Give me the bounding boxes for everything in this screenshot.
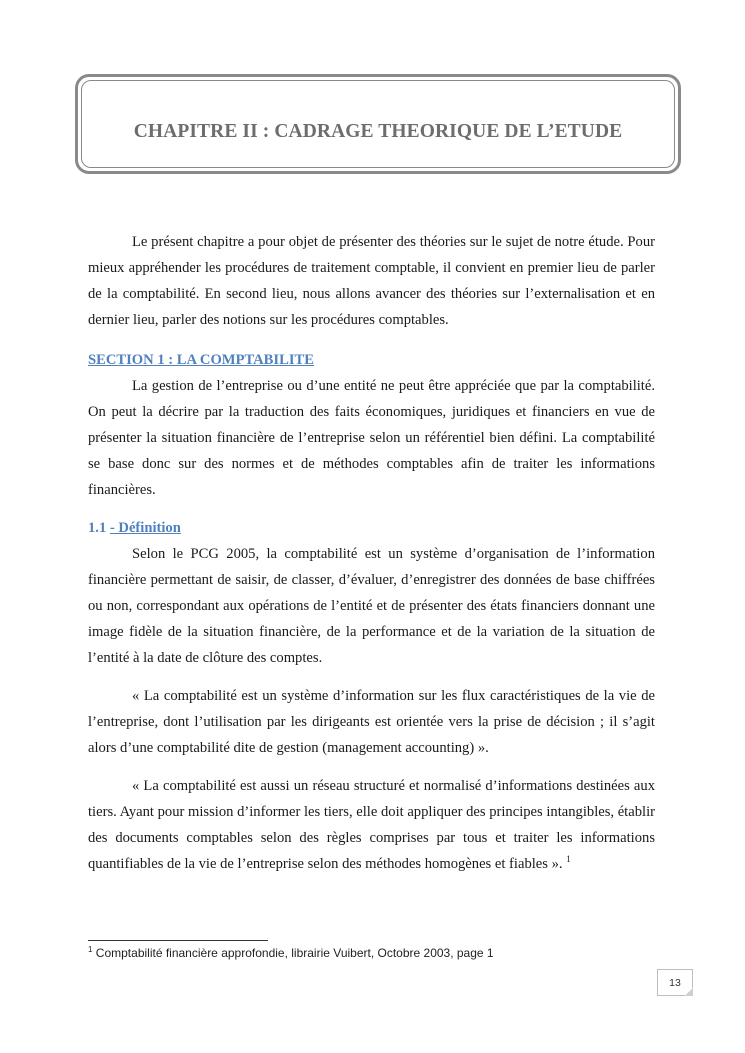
quote-paragraph-2 bbox=[88, 773, 655, 877]
chapter-title: CHAPITRE II : CADRAGE THEORIQUE DE L’ETUDE bbox=[133, 121, 623, 142]
footnote-reference: 1 bbox=[566, 854, 571, 865]
subsection-number: 1.1 bbox=[88, 520, 107, 536]
page-number: 13 bbox=[657, 969, 693, 996]
section-heading: SECTION 1 : LA COMPTABILITE bbox=[88, 352, 314, 368]
chapter-title-frame bbox=[75, 74, 681, 174]
subsection-heading bbox=[88, 515, 655, 541]
intro-paragraph: Le présent chapitre a pour objet de présenter des théories sur le sujet de notre étude. Pour mieux appréhender les procédures de traitement comptable, il convient en premier lieu de parler de la comptabilité. En second lieu, nous allons avancer des théories sur l’externalisation et en dernier lieu, parler des notions sur les procédures comptables. bbox=[88, 234, 655, 328]
footnote bbox=[88, 946, 494, 960]
footnote-marker: 1 bbox=[88, 945, 93, 954]
definition-paragraph: Selon le PCG 2005, la comptabilité est un système d’organisation de l’information financière permettant de saisir, de classer, d’évaluer, d’enregistrer des données de base chiffrées ou non, correspondant aux opérations de l’entité et de présenter des états financiers donnant une image fidèle de la situation financière, de la performance et de la variation de la situation de l’entité à la date de clôture des comptes. bbox=[88, 546, 655, 666]
subsection-title: - Définition bbox=[109, 520, 181, 536]
quote-2-text: « La comptabilité est aussi un réseau structuré et normalisé d’informations destinées aux tiers. Ayant pour mission d’informer les tiers, elle doit appliquer des principes intangibles, établir des documents comptables selon des règles comprises par tous et traiter les informations quantifiables de la vie de l’entreprise selon des méthodes homogènes et fiables ». bbox=[88, 778, 655, 872]
quote-paragraph-1: « La comptabilité est un système d’information sur les flux caractéristiques de la vie de l’entreprise, dont l’utilisation par les dirigeants est orientée vers la prise de décision ; il s’agit alors d’une comptabilité dite de gestion (management accounting) ». bbox=[88, 688, 655, 756]
main-content bbox=[88, 229, 655, 877]
footnote-text: Comptabilité financière approfondie, librairie Vuibert, Octobre 2003, page 1 bbox=[95, 946, 494, 960]
section-paragraph: La gestion de l’entreprise ou d’une entité ne peut être appréciée que par la comptabilité. On peut la décrire par la traduction des faits économiques, juridiques et financiers en vue de présenter la situation financière de l’entreprise selon un référentiel bien défini. La comptabilité se base donc sur des normes et de méthodes comptables afin de traiter les informations financières. bbox=[88, 378, 655, 498]
footnote-separator bbox=[88, 940, 268, 941]
